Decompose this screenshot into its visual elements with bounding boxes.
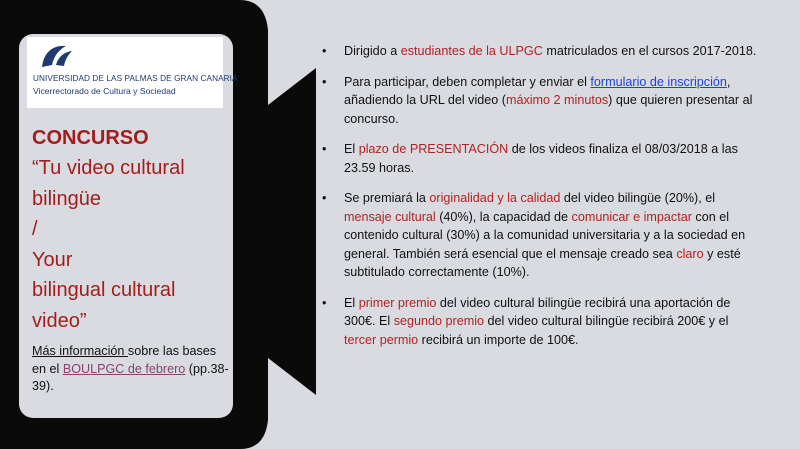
bullet-text: tercer permio [344,332,419,347]
bullet-text: del video cultural bilingüe recibirá 200€ y el [484,314,729,328]
bullet-text: originalidad y la calidad [429,191,561,205]
ulpgc-emblem-icon [38,41,76,71]
contest-title: CONCURSO [32,127,149,149]
bullet-dot: • [322,191,327,205]
subtitle-line: / [32,218,38,240]
bullet-item [322,42,762,61]
subtitle-line: Your [32,248,73,271]
bullet-text: primer premio [358,295,437,310]
registration-form-link[interactable]: formulario de inscripción [590,74,727,89]
university-name: UNIVERSIDAD DE LAS PALMAS DE GRAN CANARIA [33,74,238,83]
bullet-text: El [344,142,359,156]
bullet-text: ) que quieren presentar al concurso. [344,93,753,126]
bullet-text: estudiantes de la ULPGC [400,44,543,58]
subtitle-line: “Tu video cultural [32,157,185,179]
subtitle-line: bilingüe [32,187,101,210]
bullet-text: (40%), la capacidad de [435,209,572,224]
bullet-item [322,294,762,350]
bullet-dot: • [322,74,327,89]
subtitle-line: video” [32,309,87,332]
bullet-dot: • [322,44,327,58]
bullet-text: segundo premio [393,314,485,328]
bullet-text: del video cultural bilingüe recibirá una aportación de 300€. El [344,295,731,328]
bullet-text: Para participar, deben completar y enviar el [344,74,591,89]
bullet-text: plazo de PRESENTACIÓN [358,142,509,156]
bullet-text: Dirigido a [344,44,401,58]
more-info-text [32,343,232,396]
bullet-text: y esté subtitulado correctamente (10%). [344,246,741,279]
bullet-text: con el contenido cultural (30%) a la comunidad universitaria y a la sociedad en general. También será esencial que el mensaje creado sea [344,209,746,261]
bullet-item [322,189,762,282]
bullet-text: máximo 2 minutos [505,93,609,107]
bullet-text: matriculados en el cursos 2017-2018. [542,44,757,58]
bullet-text: claro [676,246,704,261]
more-info-body: sobre las bases en el [32,344,217,376]
bullet-dot: • [322,142,327,156]
contest-subtitle [32,153,232,336]
more-info-link[interactable]: Más información [32,344,128,358]
bullet-text: de los videos finaliza el 08/03/2018 a las 23.59 horas. [344,142,738,175]
bullet-item [322,73,762,129]
bullet-text: , añadiendo la URL del video ( [344,74,731,107]
bullet-text: comunicar e impactar [571,209,692,224]
info-bullet-list [322,42,762,361]
bullet-text: recibirá un importe de 100€. [418,332,579,347]
boulpgc-link[interactable]: BOULPGC de febrero [62,361,186,376]
more-info-pages: (pp.38-39). [32,361,229,393]
department-name: Vicerrectorado de Cultura y Sociedad [33,86,176,96]
bullet-text: El [344,295,359,310]
bullet-text: mensaje cultural [344,209,436,224]
bullet-item [322,140,762,177]
bullet-text: del video bilingüe (20%), el [560,191,716,205]
bullet-text: Se premiará la [344,191,430,205]
subtitle-line: bilingual cultural [32,279,176,301]
bullet-dot: • [322,295,327,310]
